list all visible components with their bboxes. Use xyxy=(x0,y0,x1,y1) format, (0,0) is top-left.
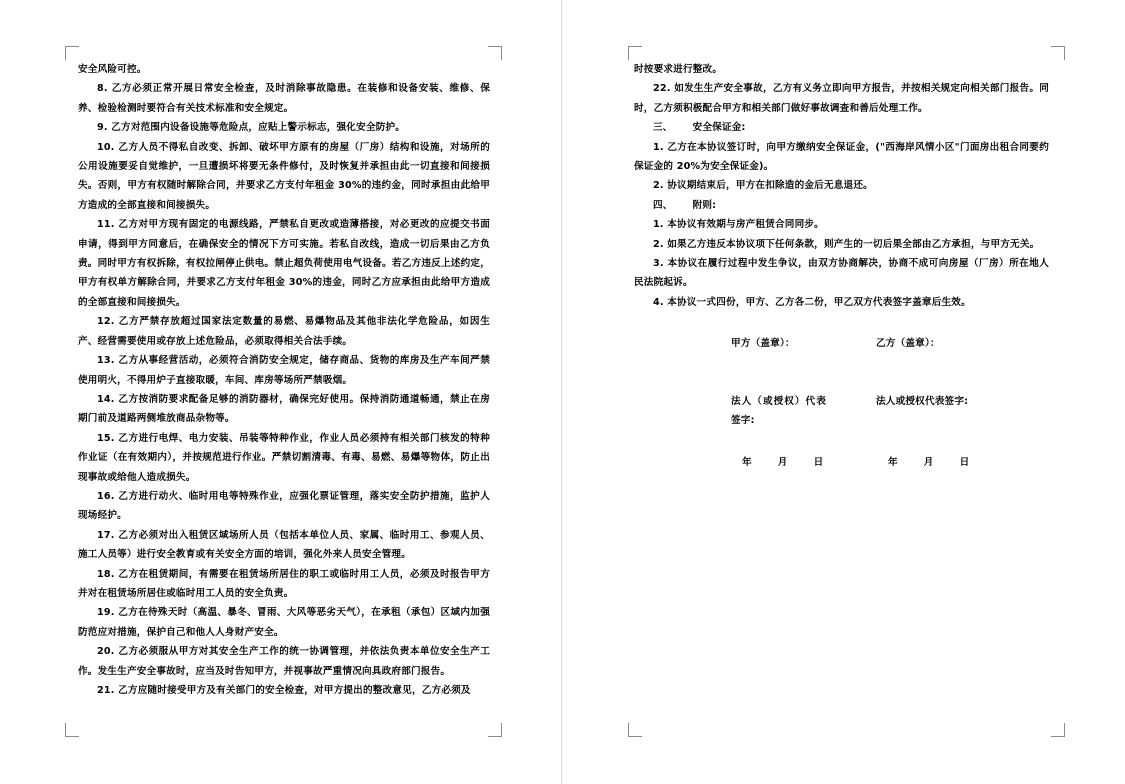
date-day-label: 日 xyxy=(813,456,824,468)
signature-rep-row xyxy=(634,392,1049,431)
party-a-rep-label: 法人（或授权）代表签字: xyxy=(731,395,826,427)
date-year-label: 年 xyxy=(742,456,752,468)
paragraph: 21. 乙方应随时接受甲方及有关部门的安全检查，对甲方提出的整改意见，乙方必须及 xyxy=(97,685,471,696)
left-page-body xyxy=(78,60,490,700)
document-page-right xyxy=(562,0,1125,784)
date-day-label: 日 xyxy=(959,456,970,468)
crop-mark-top-right xyxy=(488,46,502,60)
signature-spacer xyxy=(634,431,1049,453)
party-b-date xyxy=(826,453,1049,472)
section-title: 安全保证金: xyxy=(692,122,746,134)
paragraph: 22. 如发生生产安全事故，乙方有义务立即向甲方报告，并按相关规定向相关部门报告。同时，乙方须积极配合甲方和相关部门做好事故调查和善后处理工作。 xyxy=(634,83,1049,114)
paragraph: 2. 如果乙方违反本协议项下任何条款，则产生的一切后果全部由乙方承担，与甲方无关。 xyxy=(653,238,1040,250)
paragraph: 1. 本协议有效期与房产租赁合同同步。 xyxy=(653,219,824,231)
paragraph: 19. 乙方在待殊天时（高温、暴冬、冒雨、大风等恶劣天气），在承租（承包）区域内加强防范应对措施，保护自己和他人人身财产安全。 xyxy=(78,607,490,638)
document-page-left xyxy=(0,0,562,784)
paragraph: 14. 乙方按消防要求配备足够的消防器材，确保完好使用。保持消防通道畅通，禁止在房期门前及道路两侧堆放商品杂物等。 xyxy=(78,393,490,425)
crop-mark-bottom-right xyxy=(1051,723,1065,737)
paragraph: 时按要求进行整改。 xyxy=(634,64,723,75)
crop-mark-bottom-left xyxy=(65,723,79,737)
paragraph: 4. 本协议一式四份，甲方、乙方各二份，甲乙双方代表签字盖章后生效。 xyxy=(653,296,971,308)
paragraph: 15. 乙方进行电焊、电力安装、吊装等特种作业，作业人员必须持有相关部门核发的特种作业证（在有效期内），并按规范进行作业。严禁切割清毒、有毒、易燃、易爆等物体，防止出现事故或给他人造成损失。 xyxy=(78,432,490,483)
paragraph: 13. 乙方从事经营活动，必须符合消防安全规定，储存商品、货物的库房及生产车间严禁使用明火，不得用炉子直接取暖，车间、库房等场所严禁吸烟。 xyxy=(78,355,490,386)
party-b-seal-label: 乙方（盖章）： xyxy=(876,338,940,350)
date-month-label: 月 xyxy=(777,456,788,468)
paragraph: 2. 协议期结束后，甲方在扣除造的金后无息退还。 xyxy=(653,180,873,192)
date-month-label: 月 xyxy=(923,456,934,468)
paragraph: 18. 乙方在租赁期间，有需要在租赁场所居住的职工或临时用工人员，必须及时报告甲方并对在租赁场所居住或临时用工人员的安全负责。 xyxy=(78,568,490,599)
section-number: 三、 xyxy=(653,122,673,134)
date-year-label: 年 xyxy=(888,456,898,468)
signature-block xyxy=(634,334,1049,472)
party-a-date xyxy=(634,453,826,472)
signature-date-row xyxy=(634,453,1049,472)
paragraph: 20. 乙方必须服从甲方对其安全生产工作的统一协调管理，并依法负责本单位安全生产工作。发生生产安全事故时，应当及时告知甲方，并视事故严重情况向具政府部门报告。 xyxy=(78,646,490,677)
paragraph: 16. 乙方进行动火、临时用电等特殊作业，应强化票证管理，落实安全防护措施，监护人现场经护。 xyxy=(78,490,490,522)
crop-mark-top-left xyxy=(628,46,642,60)
crop-mark-top-right xyxy=(1051,46,1065,60)
paragraph: 11. 乙方对甲方现有固定的电源线路，严禁私自更改或造薄搭接，对必更改的应提交书面申请，得到甲方同意后，在确保安全的情况下方可实施。若私自改线，造成一切后果由乙方负责。同时甲方有权拆除，有权拉闸停止供电。禁止超负荷使用电气设备。若乙方违反上述约定，甲方有权单方解除合同，并要求乙方支付年租金 30%的违金，同时乙方应承担由此给甲方造成的全部直接和间接损失。 xyxy=(78,219,490,308)
party-a-seal-label: 甲方（盖章）： xyxy=(731,338,795,350)
paragraph: 1. 乙方在本协议签订时，向甲方缴纳安全保证金，("西海岸风情小区"门面房出租合同要约保证金的 20%为安全保证金)。 xyxy=(634,141,1049,173)
paragraph: 10. 乙方人员不得私自改变、拆卸、破坏甲方原有的房屋（厂房）结构和设施，对场所的公用设施要妥自觉维护，一旦遭损坏将要无条件修付，及时恢复并承担由此一切直接和间接损失。否则，甲方有权随时解除合同，并要求乙方支付年租金 30%的违约金，同时承担由此给甲方造成的全部直接和间接损失。 xyxy=(78,141,490,211)
crop-mark-top-left xyxy=(65,46,79,60)
section-heading-4 xyxy=(634,196,1049,215)
section-title: 附则: xyxy=(692,199,717,211)
right-page-body xyxy=(634,60,1049,472)
section-heading-3 xyxy=(634,118,1049,137)
paragraph: 8. 乙方必须正常开展日常安全检查，及时消除事故隐患。在装修和设备安装、维修、保养、检验检测时要符合有关技术标准和安全规定。 xyxy=(78,83,490,114)
signature-spacer xyxy=(634,354,1049,392)
paragraph: 17. 乙方必须对出入租赁区域场所人员（包括本单位人员、家属、临时用工、参观人员、施工人员等）进行安全教育或有关安全方面的培训，强化外来人员安全管理。 xyxy=(78,529,490,561)
party-b-rep-label: 法人或授权代表签字: xyxy=(876,395,969,407)
paragraph: 安全风险可控。 xyxy=(78,64,147,75)
paragraph: 12. 乙方严禁存放超过国家法定数量的易燃、易爆物品及其他非法化学危险品，如因生产、经营需要使用或存放上述危险品，必须取得相关合法手续。 xyxy=(78,316,490,347)
paragraph: 3. 本协议在履行过程中发生争议，由双方协商解决，协商不成可向房屋（厂房）所在地人民法院起诉。 xyxy=(634,258,1049,289)
crop-mark-bottom-right xyxy=(488,723,502,737)
signature-seal-row xyxy=(634,334,1049,353)
crop-mark-bottom-left xyxy=(628,723,642,737)
section-number: 四、 xyxy=(653,199,673,211)
paragraph: 9. 乙方对范围内设备设施等危险点，应贴上警示标志，强化安全防护。 xyxy=(97,122,406,134)
